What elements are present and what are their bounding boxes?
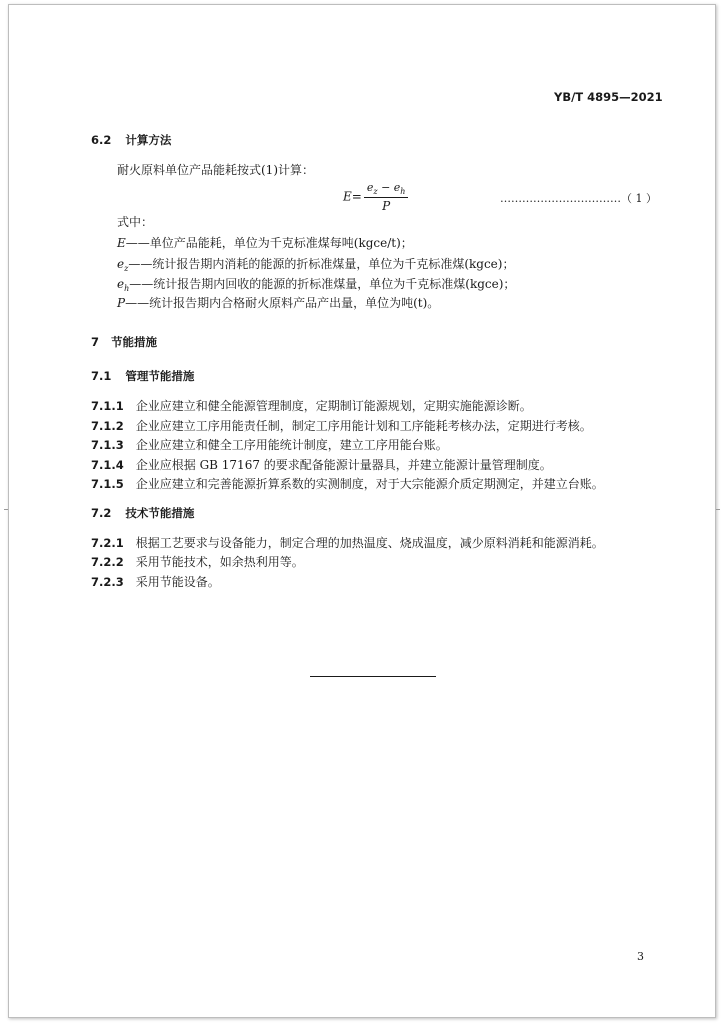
item-number: 7.1.1 (91, 399, 124, 413)
section-number: 6.2 (91, 133, 112, 147)
section-number: 7.1 (91, 369, 112, 383)
page-number: 3 (637, 950, 644, 963)
item-number: 7.2.3 (91, 575, 124, 589)
list-item (91, 534, 604, 551)
item-text: 企业应建立和完善能源折算系数的实测制度，对于大宗能源介质定期测定，并建立台账。 (135, 477, 604, 491)
section-6-2-heading (91, 132, 171, 148)
formula-denominator: P (382, 199, 391, 213)
definition-symbol: e (117, 257, 125, 271)
definition-text: ——单位产品能耗，单位为千克标准煤每吨(kgce/t)； (125, 236, 413, 250)
item-number: 7.1.2 (91, 419, 124, 433)
section-title: 管理节能措施 (125, 369, 195, 383)
section-number: 7.2 (91, 506, 112, 520)
definition-symbol: e (117, 277, 125, 291)
numerator-term1-sub: z (373, 187, 378, 196)
definition-row (117, 294, 439, 312)
formula-label: ……………………………（ 1 ） (500, 192, 657, 205)
formula-fraction (364, 181, 409, 213)
item-number: 7.2.2 (91, 555, 124, 569)
item-text: 企业应根据 GB 17167 的要求配备能源计量器具，并建立能源计量管理制度。 (135, 458, 552, 472)
item-text: 采用节能设备。 (135, 575, 220, 589)
list-item (91, 436, 448, 453)
definition-text: ——统计报告期内合格耐火原料产品产出量，单位为吨(t)。 (125, 296, 440, 310)
item-text: 根据工艺要求与设备能力，制定合理的加热温度、烧成温度，减少原料消耗和能源消耗。 (135, 536, 604, 550)
numerator-term2: e (393, 181, 401, 194)
section-title: 节能措施 (111, 335, 158, 349)
definition-row (117, 255, 514, 273)
item-text: 企业应建立和健全工序用能统计制度，建立工序用能台账。 (135, 438, 448, 452)
formula (343, 181, 408, 213)
section-7-1-heading (91, 368, 194, 384)
standard-id: YB/T 4895—2021 (554, 90, 663, 104)
list-item (91, 475, 604, 492)
definition-row (117, 234, 413, 252)
end-of-document-rule (310, 676, 436, 677)
numerator-minus: − (381, 181, 391, 194)
item-number: 7.1.3 (91, 438, 124, 452)
section-number: 7 (91, 335, 100, 349)
formula-intro: 耐火原料单位产品能耗按式(1)计算： (117, 163, 314, 177)
item-number: 7.2.1 (91, 536, 124, 550)
definition-symbol: P (117, 296, 126, 310)
list-item (91, 573, 220, 590)
definition-row (117, 275, 515, 293)
list-item (91, 397, 532, 414)
section-title: 技术节能措施 (125, 506, 195, 520)
item-number: 7.1.4 (91, 458, 124, 472)
item-text: 企业应建立和健全能源管理制度，定期制订能源规划，定期实施能源诊断。 (135, 399, 532, 413)
definition-text: ——统计报告期内回收的能源的折标准煤量，单位为千克标准煤(kgce)； (129, 277, 516, 291)
formula-numerator (364, 181, 409, 198)
list-item (91, 456, 552, 473)
edge-tick-right (716, 509, 720, 510)
item-text: 采用节能技术，如余热利用等。 (135, 555, 304, 569)
list-item (91, 553, 304, 570)
section-7-heading (91, 334, 157, 350)
item-text: 企业应建立工序用能责任制，制定工序用能计划和工序能耗考核办法，定期进行考核。 (135, 419, 592, 433)
formula-equals: = (351, 189, 362, 204)
numerator-term1: e (366, 181, 374, 194)
formula-lhs: E (343, 189, 352, 204)
edge-tick-left (4, 509, 8, 510)
definition-symbol-sub: z (124, 264, 129, 273)
section-title: 计算方法 (125, 133, 172, 147)
where-label: 式中： (117, 215, 154, 229)
item-number: 7.1.5 (91, 477, 124, 491)
definition-symbol-sub: h (124, 284, 130, 293)
list-item (91, 417, 592, 434)
definition-symbol: E (117, 236, 126, 250)
definition-text: ——统计报告期内消耗的能源的折标准煤量，单位为千克标准煤(kgce)； (128, 257, 515, 271)
section-7-2-heading (91, 505, 194, 521)
numerator-term2-sub: h (400, 187, 406, 196)
